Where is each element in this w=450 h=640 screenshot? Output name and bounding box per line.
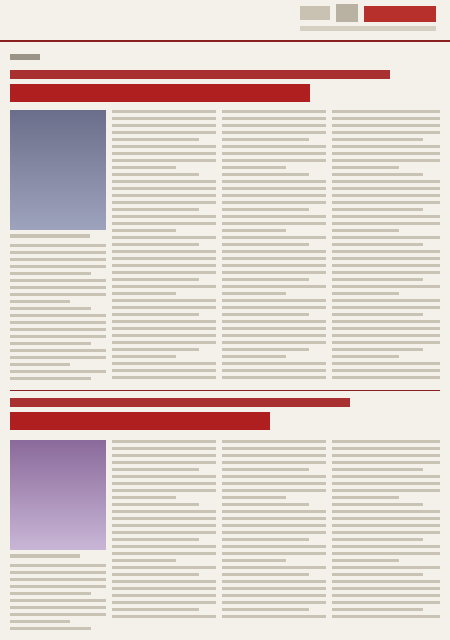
text-line bbox=[332, 503, 423, 506]
text-line bbox=[332, 489, 440, 492]
text-line bbox=[112, 447, 216, 450]
text-line bbox=[222, 201, 326, 204]
text-line bbox=[332, 208, 423, 211]
text-line bbox=[332, 461, 440, 464]
text-line bbox=[332, 201, 440, 204]
text-line bbox=[332, 348, 423, 351]
text-line bbox=[112, 475, 216, 478]
text-line bbox=[222, 194, 326, 197]
text-line bbox=[332, 285, 440, 288]
text-line bbox=[10, 356, 106, 359]
text-line bbox=[112, 334, 216, 337]
text-line bbox=[112, 545, 216, 548]
text-line bbox=[222, 208, 309, 211]
text-line bbox=[222, 138, 309, 141]
newspaper-logo bbox=[364, 6, 436, 22]
text-line bbox=[222, 131, 326, 134]
text-line bbox=[222, 334, 326, 337]
text-line bbox=[222, 180, 326, 183]
text-line bbox=[222, 320, 326, 323]
text-line bbox=[112, 124, 216, 127]
text-line bbox=[112, 138, 199, 141]
text-line bbox=[332, 587, 440, 590]
text-line bbox=[332, 573, 423, 576]
text-line bbox=[10, 279, 106, 282]
text-line bbox=[222, 538, 309, 541]
text-line bbox=[222, 524, 326, 527]
text-line bbox=[332, 566, 440, 569]
text-line bbox=[10, 286, 106, 289]
text-line bbox=[222, 461, 326, 464]
text-line bbox=[112, 538, 199, 541]
text-line bbox=[332, 341, 440, 344]
text-line bbox=[332, 615, 440, 618]
text-line bbox=[112, 559, 176, 562]
text-line bbox=[10, 328, 106, 331]
text-line bbox=[222, 594, 326, 597]
text-line bbox=[332, 313, 423, 316]
text-line bbox=[222, 369, 326, 372]
text-line bbox=[222, 552, 326, 555]
text-line bbox=[112, 264, 216, 267]
text-line bbox=[332, 545, 440, 548]
column-title-block bbox=[300, 6, 330, 20]
text-line bbox=[222, 475, 326, 478]
text-line bbox=[10, 370, 106, 373]
text-line bbox=[10, 627, 91, 630]
text-line bbox=[222, 341, 326, 344]
text-line bbox=[10, 300, 70, 303]
text-line bbox=[112, 152, 216, 155]
text-line bbox=[112, 510, 216, 513]
text-line bbox=[222, 559, 286, 562]
text-line bbox=[10, 244, 106, 247]
text-line bbox=[222, 124, 326, 127]
column-bottom-0 bbox=[10, 564, 106, 634]
masthead bbox=[0, 0, 450, 42]
text-line bbox=[332, 124, 440, 127]
text-line bbox=[222, 110, 326, 113]
text-line bbox=[332, 250, 440, 253]
text-line bbox=[332, 264, 440, 267]
text-line bbox=[112, 110, 216, 113]
text-line bbox=[112, 552, 216, 555]
text-line bbox=[222, 243, 309, 246]
text-line bbox=[222, 503, 309, 506]
headline-bottom bbox=[10, 412, 270, 430]
text-line bbox=[222, 489, 326, 492]
text-line bbox=[112, 285, 216, 288]
text-line bbox=[112, 503, 199, 506]
text-line bbox=[222, 271, 326, 274]
headline-top bbox=[10, 84, 310, 102]
book-cover-top bbox=[10, 110, 106, 238]
text-line bbox=[332, 362, 440, 365]
text-line bbox=[332, 454, 440, 457]
text-line bbox=[112, 320, 216, 323]
text-line bbox=[112, 229, 176, 232]
column-top-2 bbox=[222, 110, 326, 383]
text-line bbox=[10, 592, 91, 595]
date-line-block bbox=[300, 26, 436, 31]
cover-caption-top bbox=[10, 234, 90, 238]
text-line bbox=[222, 615, 326, 618]
text-line bbox=[222, 152, 326, 155]
text-line bbox=[332, 166, 399, 169]
text-line bbox=[222, 278, 309, 281]
text-line bbox=[112, 362, 216, 365]
text-line bbox=[222, 587, 326, 590]
text-line bbox=[332, 538, 423, 541]
text-line bbox=[112, 496, 176, 499]
column-bottom-1 bbox=[112, 440, 216, 622]
book-cover-image bbox=[10, 110, 106, 230]
text-line bbox=[222, 222, 326, 225]
text-line bbox=[332, 236, 440, 239]
text-line bbox=[222, 117, 326, 120]
text-line bbox=[222, 166, 286, 169]
text-line bbox=[112, 187, 216, 190]
text-line bbox=[112, 236, 216, 239]
text-line bbox=[332, 334, 440, 337]
text-line bbox=[10, 293, 106, 296]
text-line bbox=[222, 292, 286, 295]
text-line bbox=[112, 117, 216, 120]
text-line bbox=[112, 601, 216, 604]
text-line bbox=[332, 524, 440, 527]
text-line bbox=[332, 320, 440, 323]
text-line bbox=[112, 440, 216, 443]
text-line bbox=[112, 271, 216, 274]
text-line bbox=[332, 580, 440, 583]
text-line bbox=[332, 145, 440, 148]
text-line bbox=[112, 180, 216, 183]
text-line bbox=[112, 573, 199, 576]
text-line bbox=[332, 243, 423, 246]
text-line bbox=[332, 517, 440, 520]
text-line bbox=[332, 292, 399, 295]
text-line bbox=[112, 299, 216, 302]
text-line bbox=[10, 314, 106, 317]
text-line bbox=[332, 369, 440, 372]
text-line bbox=[10, 335, 106, 338]
text-line bbox=[222, 285, 326, 288]
text-line bbox=[332, 110, 440, 113]
text-line bbox=[10, 620, 70, 623]
text-line bbox=[332, 440, 440, 443]
text-line bbox=[112, 313, 199, 316]
text-line bbox=[112, 257, 216, 260]
text-line bbox=[332, 376, 440, 379]
text-line bbox=[332, 327, 440, 330]
text-line bbox=[222, 440, 326, 443]
text-line bbox=[10, 321, 106, 324]
text-line bbox=[222, 159, 326, 162]
text-line bbox=[222, 229, 286, 232]
text-line bbox=[332, 229, 399, 232]
column-top-3 bbox=[332, 110, 440, 383]
text-line bbox=[332, 447, 440, 450]
text-line bbox=[222, 376, 326, 379]
text-line bbox=[222, 257, 326, 260]
text-line bbox=[332, 159, 440, 162]
text-line bbox=[10, 578, 106, 581]
text-line bbox=[112, 524, 216, 527]
page-number-block bbox=[336, 4, 358, 22]
text-line bbox=[10, 307, 91, 310]
text-line bbox=[332, 559, 399, 562]
text-line bbox=[332, 594, 440, 597]
book-cover-image bbox=[10, 440, 106, 550]
text-line bbox=[332, 138, 423, 141]
article-bottom-heading bbox=[10, 398, 440, 436]
text-line bbox=[222, 299, 326, 302]
text-line bbox=[112, 306, 216, 309]
text-line bbox=[112, 580, 216, 583]
text-line bbox=[222, 468, 309, 471]
text-line bbox=[112, 201, 216, 204]
text-line bbox=[10, 613, 106, 616]
text-line bbox=[222, 482, 326, 485]
text-line bbox=[332, 271, 440, 274]
text-line bbox=[112, 461, 216, 464]
text-line bbox=[112, 594, 216, 597]
text-line bbox=[10, 251, 106, 254]
text-line bbox=[112, 369, 216, 372]
article-top-heading bbox=[10, 54, 440, 108]
text-line bbox=[112, 468, 199, 471]
text-line bbox=[222, 601, 326, 604]
text-line bbox=[332, 180, 440, 183]
text-line bbox=[222, 355, 286, 358]
text-line bbox=[332, 510, 440, 513]
text-line bbox=[112, 348, 199, 351]
text-line bbox=[332, 194, 440, 197]
text-line bbox=[112, 194, 216, 197]
text-line bbox=[332, 552, 440, 555]
text-line bbox=[332, 131, 440, 134]
text-line bbox=[112, 566, 216, 569]
text-line bbox=[222, 531, 326, 534]
text-line bbox=[112, 482, 216, 485]
text-line bbox=[112, 292, 176, 295]
text-line bbox=[222, 580, 326, 583]
text-line bbox=[112, 222, 216, 225]
book-cover-bottom bbox=[10, 440, 106, 558]
text-line bbox=[332, 152, 440, 155]
text-line bbox=[112, 615, 216, 618]
text-line bbox=[222, 173, 309, 176]
text-line bbox=[112, 608, 199, 611]
text-line bbox=[332, 608, 423, 611]
text-line bbox=[10, 571, 106, 574]
column-bottom-2 bbox=[222, 440, 326, 622]
text-line bbox=[10, 342, 91, 345]
text-line bbox=[112, 166, 176, 169]
text-line bbox=[222, 348, 309, 351]
text-line bbox=[112, 250, 216, 253]
text-line bbox=[112, 587, 216, 590]
text-line bbox=[112, 278, 199, 281]
text-line bbox=[332, 222, 440, 225]
text-line bbox=[10, 272, 91, 275]
text-line bbox=[332, 278, 423, 281]
text-line bbox=[222, 250, 326, 253]
text-line bbox=[222, 454, 326, 457]
text-line bbox=[332, 173, 423, 176]
text-line bbox=[222, 215, 326, 218]
text-line bbox=[332, 531, 440, 534]
text-line bbox=[112, 355, 176, 358]
cover-caption-bottom bbox=[10, 554, 80, 558]
text-line bbox=[222, 362, 326, 365]
text-line bbox=[112, 327, 216, 330]
column-top-0 bbox=[10, 244, 106, 384]
text-line bbox=[112, 489, 216, 492]
text-line bbox=[332, 475, 440, 478]
text-line bbox=[10, 585, 106, 588]
text-line bbox=[222, 566, 326, 569]
text-line bbox=[222, 236, 326, 239]
text-line bbox=[332, 257, 440, 260]
text-line bbox=[112, 376, 216, 379]
text-line bbox=[222, 573, 309, 576]
text-line bbox=[112, 531, 216, 534]
section-divider bbox=[10, 390, 440, 391]
text-line bbox=[10, 258, 106, 261]
text-line bbox=[112, 243, 199, 246]
text-line bbox=[222, 327, 326, 330]
text-line bbox=[112, 517, 216, 520]
text-line bbox=[222, 306, 326, 309]
text-line bbox=[112, 131, 216, 134]
text-line bbox=[222, 447, 326, 450]
text-line bbox=[222, 145, 326, 148]
text-line bbox=[332, 215, 440, 218]
text-line bbox=[10, 265, 106, 268]
text-line bbox=[222, 496, 286, 499]
text-line bbox=[332, 299, 440, 302]
text-line bbox=[332, 117, 440, 120]
text-line bbox=[222, 313, 309, 316]
text-line bbox=[222, 510, 326, 513]
text-line bbox=[10, 599, 106, 602]
text-line bbox=[112, 208, 199, 211]
text-line bbox=[222, 187, 326, 190]
column-top-1 bbox=[112, 110, 216, 383]
text-line bbox=[10, 377, 91, 380]
text-line bbox=[10, 349, 106, 352]
text-line bbox=[222, 608, 309, 611]
text-line bbox=[10, 564, 106, 567]
text-line bbox=[112, 454, 216, 457]
text-line bbox=[222, 264, 326, 267]
text-line bbox=[332, 601, 440, 604]
section-kicker-top bbox=[10, 54, 40, 60]
deck-bottom bbox=[10, 398, 350, 407]
text-line bbox=[332, 306, 440, 309]
text-line bbox=[112, 145, 216, 148]
text-line bbox=[222, 517, 326, 520]
text-line bbox=[332, 355, 399, 358]
deck-top bbox=[10, 70, 390, 79]
text-line bbox=[112, 173, 199, 176]
text-line bbox=[222, 545, 326, 548]
column-bottom-3 bbox=[332, 440, 440, 622]
text-line bbox=[112, 159, 216, 162]
text-line bbox=[332, 468, 423, 471]
text-line bbox=[332, 187, 440, 190]
text-line bbox=[10, 363, 70, 366]
text-line bbox=[332, 496, 399, 499]
text-line bbox=[10, 606, 106, 609]
text-line bbox=[332, 482, 440, 485]
text-line bbox=[112, 341, 216, 344]
text-line bbox=[112, 215, 216, 218]
